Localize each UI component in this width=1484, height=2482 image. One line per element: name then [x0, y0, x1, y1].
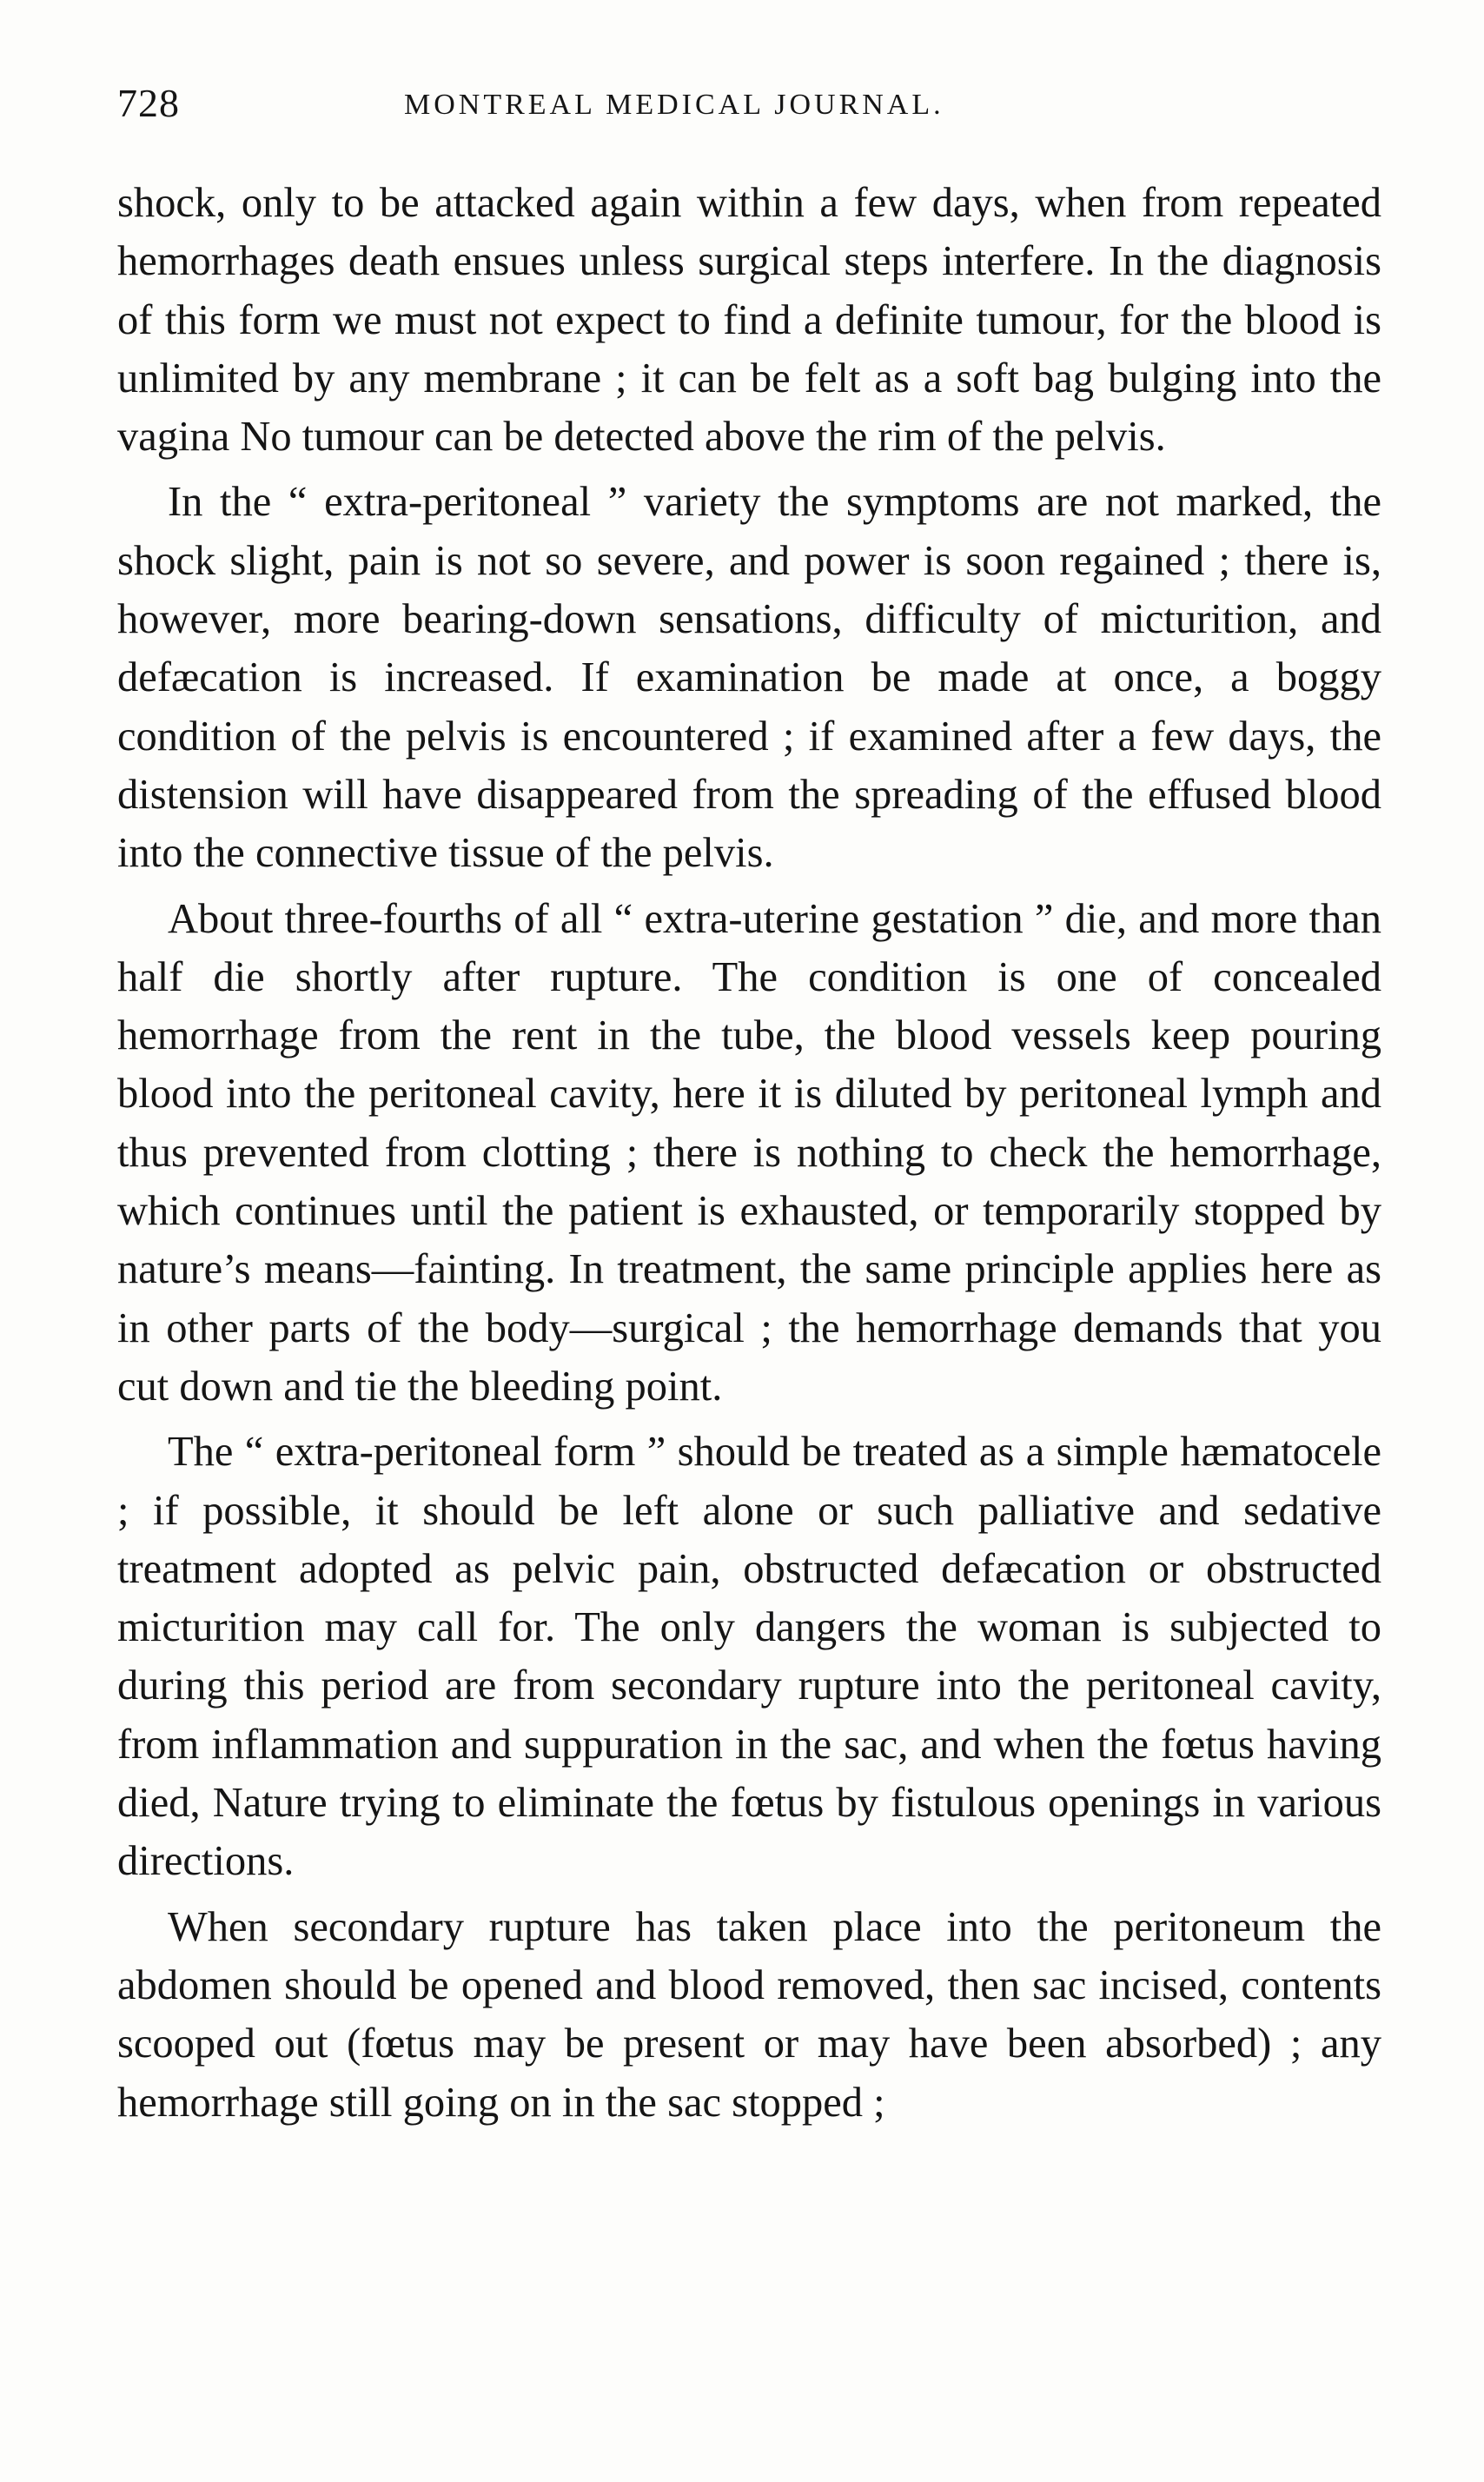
page-number: 728 — [117, 81, 180, 125]
paragraph: About three-fourths of all “ extra-uterine gestation ” die, and more than half die shortly after rupture. The condition is one of concealed hemorrhage from the rent in the tube, the blood vessels keep pouring blood into the peritoneal cavity, here it is diluted by peritoneal lymph and thus prevented from clotting ; there is nothing to check the hemorrhage, which continues until the patient is exhausted, or temporarily stopped by nature’s means—fainting. In treatment, the same principle applies here as in other parts of the body—surgical ; the hemorrhage demands that you cut down and tie the bleeding point. — [117, 895, 1381, 1410]
page-header — [117, 80, 1395, 132]
paragraph: When secondary rupture has taken place into the peritoneum the abdomen should be opened and blood removed, then sac incised, contents scooped out (fœtus may be present or may have been absorbed) ; any hemorrhage still going on in the sac stopped ; — [117, 1903, 1381, 2126]
paragraph: The “ extra-peritoneal form ” should be treated as a simple hæmatocele ; if possible, it should be left alone or such palliative and sedative treatment adopted as pelvic pain, obstructed defæcation or obstructed micturition may call for. The only dangers the woman is subjected to during this period are from secondary rupture into the peritoneal cavity, from inflammation and suppuration in the sac, and when the fœtus having died, Nature trying to eliminate the fœtus by fistulous openings in various directions. — [117, 1429, 1381, 1885]
paragraph: shock, only to be attacked again within a few days, when from repeated hemorrhages death ensues unless surgical steps interfere. In the diagnosis of this form we must not expect to find a definite tumour, for the blood is unlimited by any membrane ; it can be felt as a soft bag bulging into the vagina No tumour can be detected above the rim of the pelvis. — [117, 180, 1381, 461]
paragraph: In the “ extra-peritoneal ” variety the symptoms are not marked, the shock slight, pain is not so severe, and power is soon regained ; there is, however, more bearing-down sensations, difficulty of micturition, and defæcation is increased. If examination be made at once, a boggy condition of the pelvis is encountered ; if examined after a few days, the distension will have disappeared from the spreading of the effused blood into the connective tissue of the pelvis. — [117, 479, 1381, 877]
body-text — [117, 174, 1381, 2139]
running-head: MONTREAL MEDICAL JOURNAL. — [404, 89, 944, 121]
